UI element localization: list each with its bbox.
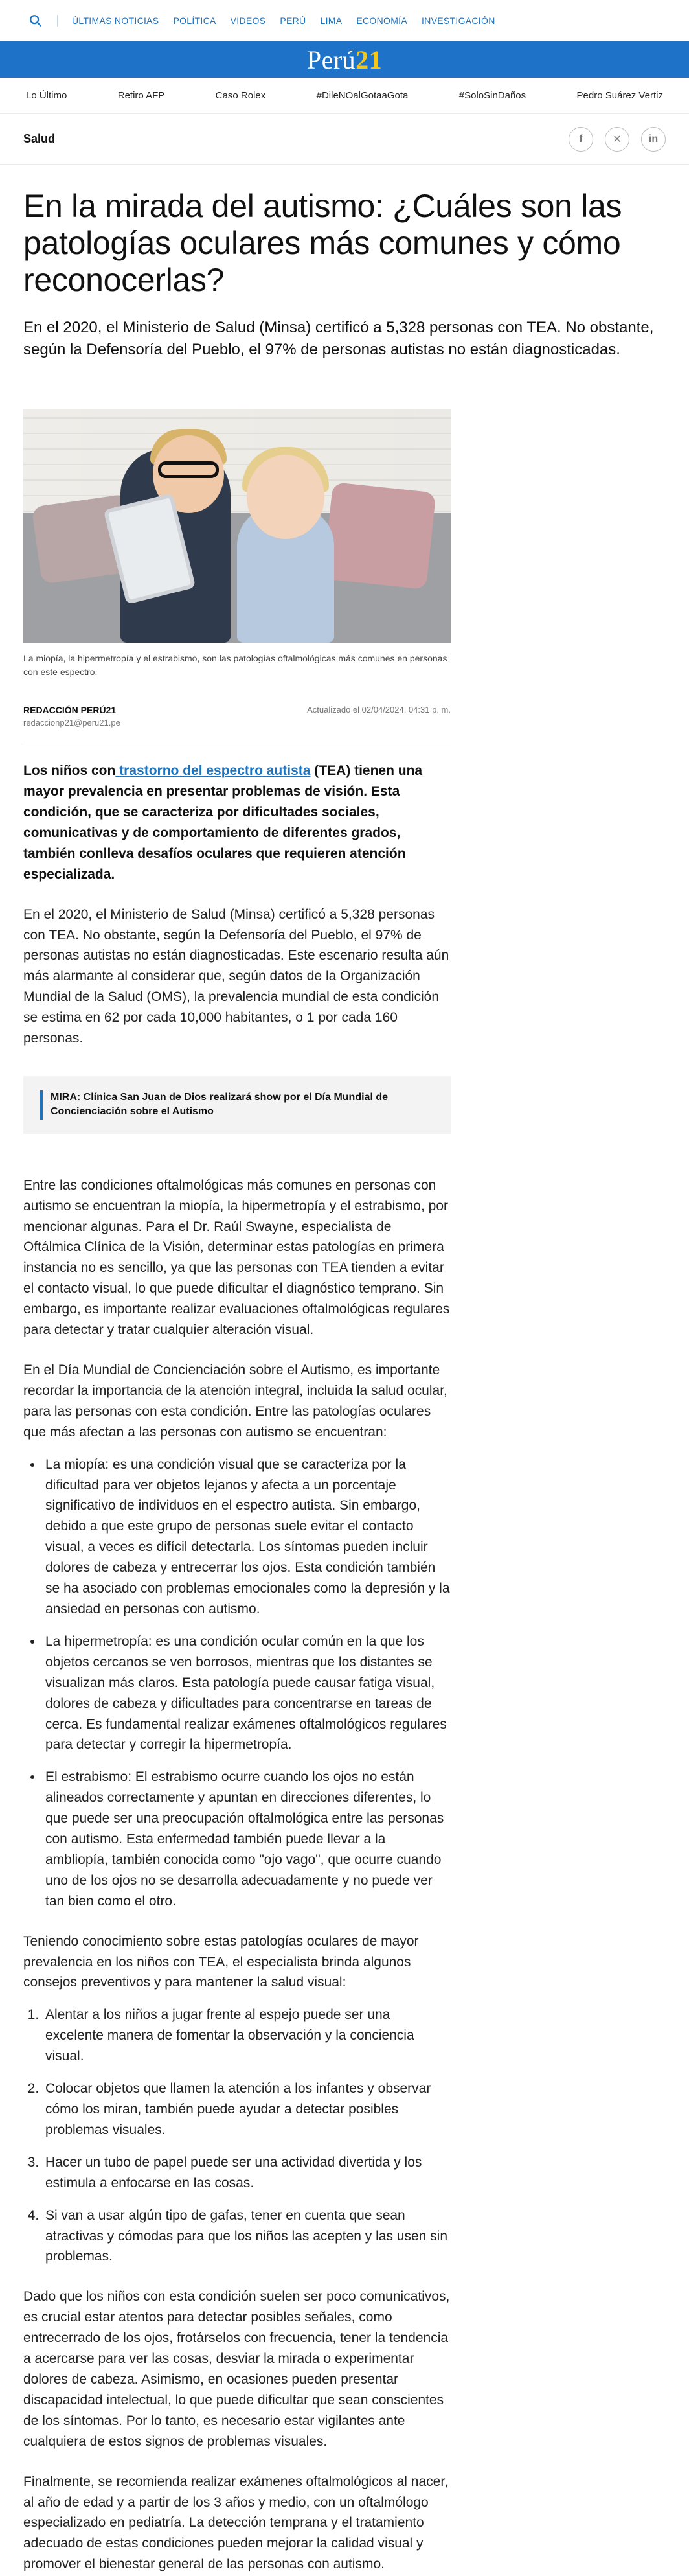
section-label[interactable]: Salud (23, 132, 56, 145)
nav-item-retiro-afp[interactable]: Retiro AFP (117, 90, 165, 101)
divider (57, 15, 58, 27)
top-link-peru[interactable]: PERÚ (280, 15, 306, 26)
nav-item-caso-rolex[interactable]: Caso Rolex (215, 90, 266, 101)
nav-item-lo-ultimo[interactable]: Lo Último (26, 90, 67, 101)
list-item: • El estrabismo: El estrabismo ocurre cuando los ojos no están alineados correctamente y apuntan en direcciones diferentes, lo que puede ser una preocupación oftalmológica entre las personas con autismo. Esta enfermedad también puede llevar a la ambliopía, también conocida como "ojo vago", que ocurre cuando uno de los ojos no se desarrolla adecuadamente y no puede ver tan bien como el otro. (43, 1767, 451, 1911)
list-item: 4. Si van a usar algún tipo de gafas, tener en cuenta que sean atractivas y cómodas para que los niños las acepten y las usen sin problemas. (43, 2205, 451, 2268)
brand-bar (0, 41, 689, 78)
search-icon[interactable] (28, 14, 43, 28)
author-name[interactable]: REDACCIÓN PERÚ21 (23, 705, 117, 716)
nav-item-gota-a-gota[interactable]: #DileNOalGotaaGota (316, 90, 409, 101)
nav-item-pedro-suarez-vertiz[interactable]: Pedro Suárez Vertiz (576, 90, 663, 101)
tea-link[interactable]: trastorno del espectro autista (115, 763, 311, 779)
section-row (0, 114, 689, 165)
intro-text-after: (TEA) tienen una mayor prevalencia en presentar problemas de visión. Esta condición, que se caracteriza por dificultades sociales, comunicativas y de comportamiento de diferentes grados, también conlleva desafíos oculares que requieren atención especializada. (23, 763, 423, 882)
top-link-economia[interactable]: ECONOMÍA (356, 15, 408, 26)
article-figure (23, 409, 451, 679)
top-link-lima[interactable]: LIMA (320, 15, 343, 26)
updated-timestamp: Actualizado el 02/04/2024, 04:31 p. m. (307, 705, 451, 715)
logo-text-21: 21 (356, 45, 383, 75)
list-item: 3. Hacer un tubo de papel puede ser una actividad divertida y los estimula a enfocarse en las cosas. (43, 2152, 451, 2194)
list-item: • La miopía: es una condición visual que se caracteriza por la dificultad para ver objetos lejanos y afecta a un porcentaje significativo de individuos en el espectro autista. Sin embargo, debido a que este grupo de personas suele evitar el contacto visual, a veces es difícil detectarla. Los síntomas pueden incluir dolores de cabeza y entrecerrar los ojos. Esta condición también se ha asociado con problemas emocionales como la depresión y la ansiedad en personas con autismo. (43, 1455, 451, 1620)
x-twitter-icon[interactable]: ✕ (605, 127, 629, 152)
author-email[interactable]: redaccionp21@peru21.pe (23, 718, 120, 728)
related-link[interactable]: MIRA: Clínica San Juan de Dios realizará show por el Día Mundial de Concienciación sobre el Autismo (40, 1090, 434, 1120)
site-logo[interactable] (307, 45, 382, 75)
article-body (23, 761, 451, 2575)
related-mira-box (23, 1076, 451, 1134)
article-photo (23, 409, 451, 643)
article-headline: En la mirada del autismo: ¿Cuáles son las patologías oculares más comunes y cómo reconocerlas? (23, 188, 622, 298)
intro-text-before: Los niños con (23, 763, 116, 779)
top-link-ultimas-noticias[interactable]: ÚLTIMAS NOTICIAS (72, 15, 159, 26)
top-link-politica[interactable]: POLÍTICA (173, 15, 216, 26)
paragraph-6: Finalmente, se recomienda realizar exámenes oftalmológicos al nacer, al año de edad y a partir de los 3 años y medio, con un oftalmólogo especializado en pediatría. La detección temprana y el tratamiento adecuado de estas condiciones pueden mejorar la calidad visual y promover el bienestar general de las personas con autismo. (23, 2474, 448, 2572)
paragraph-4: Teniendo conocimiento sobre estas patologías oculares de mayor prevalencia en los niños con TEA, el especialista brinda algunos consejos preventivos y para mantener la salud visual: (23, 1933, 419, 1990)
paragraph-1: En el 2020, el Ministerio de Salud (Minsa) certificó a 5,328 personas con TEA. No obstante, según la Defensoría del Pueblo, el 97% de personas autistas no están diagnosticadas. Este escenario resulta aún más alarmante al considerar que, según datos de la Organización Mundial de la Salud (OMS), la prevalencia mundial de esta condición se estima en 62 por cada 10,000 habitantes, o 1 por cada 160 personas. (23, 906, 449, 1046)
article-meta (23, 705, 451, 742)
tips-list (23, 2005, 451, 2267)
pathologies-list (23, 1455, 451, 1912)
logo-text-peru: Perú (306, 45, 356, 75)
top-utility-bar (0, 0, 689, 41)
article-wrap (0, 188, 689, 2575)
topic-nav (0, 78, 689, 114)
list-item: • La hipermetropía: es una condición ocular común en la que los objetos cercanos se ven borrosos, mientras que los distantes se visualizan más claros. Esta patología puede causar fatiga visual, dolores de cabeza y dificultades para concentrarse en tareas de cerca. Es fundamental realizar exámenes oftalmológicos regulares para detectar y corregir la hipermetropía. (43, 1631, 451, 1755)
facebook-icon[interactable]: f (569, 127, 593, 152)
top-link-investigacion[interactable]: INVESTIGACIÓN (422, 15, 495, 26)
linkedin-icon[interactable]: in (641, 127, 666, 152)
nav-item-solo-sin-danos[interactable]: #SoloSinDaños (458, 90, 526, 101)
top-link-videos[interactable]: VIDEOS (230, 15, 266, 26)
top-links (72, 16, 495, 26)
share-buttons (569, 127, 666, 152)
list-item: 1. Alentar a los niños a jugar frente al espejo puede ser una excelente manera de fomentar la observación y la conciencia visual. (43, 2005, 451, 2067)
author-block (23, 705, 120, 728)
paragraph-5: Dado que los niños con esta condición suelen ser poco comunicativos, es crucial estar atentos para detectar posibles señales, como entrecerrado de los ojos, frotárselos con frecuencia, tener la tendencia a acercarse para ver las cosas, desviar la mirada o experimentar dolores de cabeza. Asimismo, en ocasiones pueden presentar discapacidad intelectual, lo que puede dificultar que sean conscientes de los síntomas. Por lo tanto, es necesario estar vigilantes ante cualquiera de estos signos de problemas visuales. (23, 2289, 450, 2449)
article-lead: En el 2020, el Ministerio de Salud (Minsa) certificó a 5,328 personas con TEA. No obstante, según la Defensoría del Pueblo, el 97% de personas autistas no están diagnosticadas. (23, 319, 654, 358)
article-intro (23, 761, 451, 884)
paragraph-3: En el Día Mundial de Concienciación sobre el Autismo, es importante recordar la importancia de la atención integral, incluida la salud ocular, para las personas con esta condición. Entre las patologías oculares que más afectan a las personas con autismo se encuentran: (23, 1363, 447, 1440)
paragraph-2: Entre las condiciones oftalmológicas más comunes en personas con autismo se encuentran la miopía, la hipermetropía y el estrabismo, por mencionar algunas. Para el Dr. Raúl Swayne, especialista de Oftálmica Clínica de la Visión, determinar estas patologías en primera instancia no es sencillo, ya que las personas con TEA tienden a evitar el contacto visual, lo que puede dificultar el diagnóstico temprano. Sin embargo, es importante realizar evaluaciones oftalmológicas regulares para detectar y tratar cualquier alteración visual. (23, 1177, 450, 1338)
photo-caption: La miopía, la hipermetropía y el estrabismo, son las patologías oftalmológicas más comunes en personas con este espectro. (23, 653, 447, 678)
list-item: 2. Colocar objetos que llamen la atención a los infantes y observar cómo los miran, también puede ayudar a detectar posibles problemas visuales. (43, 2078, 451, 2141)
